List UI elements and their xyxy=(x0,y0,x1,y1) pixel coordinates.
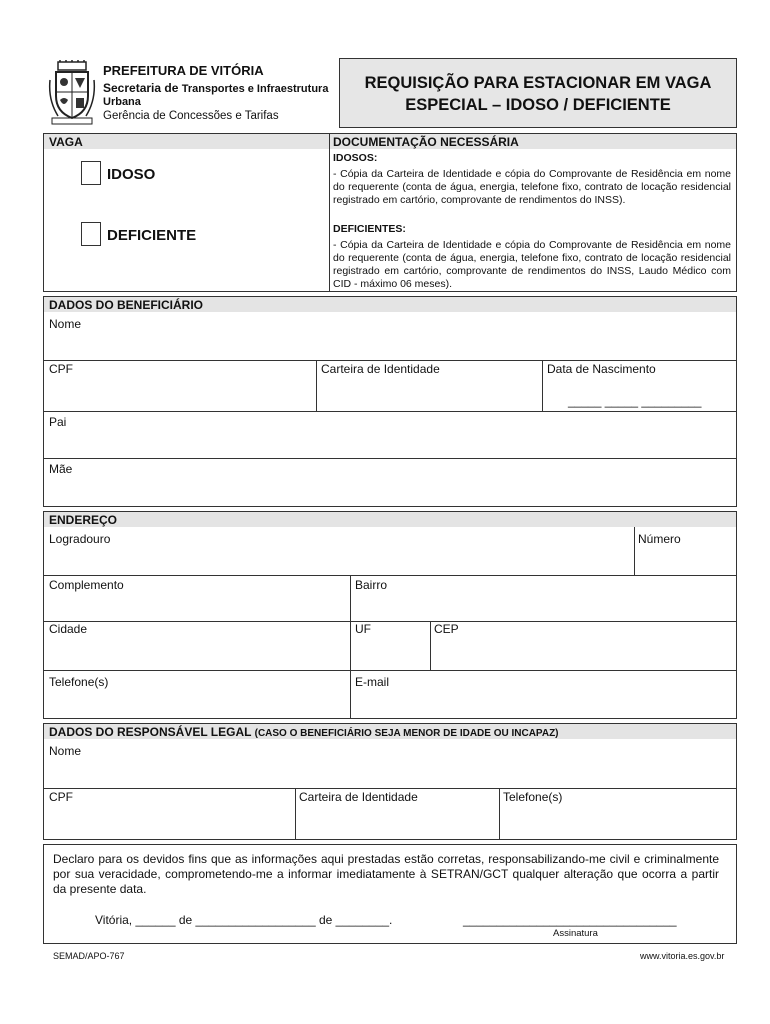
numero-label: Número xyxy=(638,532,681,546)
deficientes-title: DEFICIENTES: xyxy=(333,223,406,235)
form-title-box xyxy=(339,58,737,128)
complemento-field[interactable] xyxy=(44,576,349,620)
secretaria-line2: Urbana xyxy=(103,96,141,108)
secretaria-prefix: Secretaria de xyxy=(103,81,182,95)
cep-field[interactable] xyxy=(431,622,736,669)
idosos-text: - Cópia da Carteira de Identidade e cópia do Comprovante de Residência em nome do requerente (conta de água, energia, telefone fixo, contrato de locação residencial registrado em cartório, comprovante de rendimentos do INSS). xyxy=(333,168,731,206)
vaga-label: VAGA xyxy=(49,135,83,149)
responsavel-telefone-field[interactable] xyxy=(500,789,736,839)
responsavel-title xyxy=(49,725,559,739)
beneficiario-cpf-field[interactable] xyxy=(44,361,316,410)
beneficiario-nome-field[interactable] xyxy=(44,314,736,359)
idosos-title: IDOSOS: xyxy=(333,152,378,164)
beneficiario-cpf-label: CPF xyxy=(49,362,73,376)
bairro-label: Bairro xyxy=(355,578,388,592)
deficiente-label: DEFICIENTE xyxy=(107,227,197,244)
divider xyxy=(542,360,543,411)
responsavel-subtitle: (CASO O BENEFICIÁRIO SEJA MENOR DE IDADE OU INCAPAZ) xyxy=(254,728,559,739)
beneficiario-pai-label: Pai xyxy=(49,415,67,429)
beneficiario-mae-label: Mãe xyxy=(49,462,73,476)
uf-label: UF xyxy=(355,622,371,636)
form-title-line1: REQUISIÇÃO PARA ESTACIONAR EM VAGA xyxy=(364,74,712,92)
cep-label: CEP xyxy=(434,622,459,636)
beneficiario-mae-field[interactable] xyxy=(44,459,736,505)
deficientes-text: - Cópia da Carteira de Identidade e cópia do Comprovante de Residência em nome do requerente (conta de água, energia, telefone fixo, contrato de locação residencial registrado em cartório, comprovante de rendimentos do INSS, Laudo Médico com CID - máximo 06 meses). xyxy=(333,239,731,290)
logradouro-label: Logradouro xyxy=(49,532,111,546)
responsavel-identidade-label: Carteira de Identidade xyxy=(299,790,418,804)
cidade-field[interactable] xyxy=(44,622,349,669)
beneficiario-nascimento-field[interactable]: _____ _____ _________ xyxy=(568,394,702,408)
signature-caption: Assinatura xyxy=(553,928,598,939)
gerencia: Gerência de Concessões e Tarifas xyxy=(103,110,279,122)
coat-of-arms-icon xyxy=(48,60,96,128)
responsavel-cpf-label: CPF xyxy=(49,790,73,804)
documentacao-text xyxy=(333,152,731,291)
beneficiario-nascimento-label: Data de Nascimento xyxy=(547,362,656,376)
beneficiario-identidade-label: Carteira de Identidade xyxy=(321,362,440,376)
documentacao-label: DOCUMENTAÇÃO NECESSÁRIA xyxy=(333,135,519,149)
org-name: PREFEITURA DE VITÓRIA xyxy=(103,63,264,78)
complemento-label: Complemento xyxy=(49,578,124,592)
telefone-field[interactable] xyxy=(44,671,349,717)
cidade-label: Cidade xyxy=(49,622,88,636)
declaracao-text: Declaro para os devidos fins que as informações aqui prestadas estão corretas, responsabilizando-me civil e criminalmente por sua veracidade, comprometendo-me a informar imediatamente à SETRAN/GCT qualquer alteração que ocorra a partir da presente data. xyxy=(53,852,719,896)
responsavel-title-text: DADOS DO RESPONSÁVEL LEGAL xyxy=(49,725,252,739)
responsavel-nome-label: Nome xyxy=(49,744,82,758)
vaga-doc-divider xyxy=(329,133,330,292)
email-field[interactable] xyxy=(351,671,736,717)
beneficiario-pai-field[interactable] xyxy=(44,412,736,457)
beneficiario-identidade-field[interactable] xyxy=(317,361,541,410)
numero-field[interactable] xyxy=(635,528,736,574)
idoso-label: IDOSO xyxy=(107,166,156,183)
responsavel-telefone-label: Telefone(s) xyxy=(503,790,563,804)
bairro-field[interactable] xyxy=(351,576,736,620)
responsavel-nome-field[interactable] xyxy=(44,740,736,787)
logradouro-field[interactable] xyxy=(44,528,633,574)
beneficiario-nome-label: Nome xyxy=(49,317,82,331)
responsavel-cpf-field[interactable] xyxy=(44,789,294,839)
email-label: E-mail xyxy=(355,675,390,689)
endereco-header-bar xyxy=(44,512,736,527)
responsavel-identidade-field[interactable] xyxy=(296,789,498,839)
secretaria-rest: Transportes e Infraestrutura xyxy=(181,83,329,95)
secretaria xyxy=(103,81,328,95)
signature-line[interactable]: ________________________________ xyxy=(463,913,677,927)
beneficiario-title: DADOS DO BENEFICIÁRIO xyxy=(49,298,204,312)
form-title-line2: ESPECIAL – IDOSO / DEFICIENTE xyxy=(405,96,671,114)
telefone-label: Telefone(s) xyxy=(49,675,109,689)
form-code: SEMAD/APO-767 xyxy=(53,951,125,961)
date-line[interactable]: Vitória, ______ de __________________ de ________. xyxy=(95,913,393,927)
uf-field[interactable] xyxy=(351,622,429,669)
endereco-title: ENDEREÇO xyxy=(49,513,118,527)
deficiente-checkbox[interactable] xyxy=(81,222,101,246)
website-url: www.vitoria.es.gov.br xyxy=(640,951,725,961)
idoso-checkbox[interactable] xyxy=(81,161,101,185)
